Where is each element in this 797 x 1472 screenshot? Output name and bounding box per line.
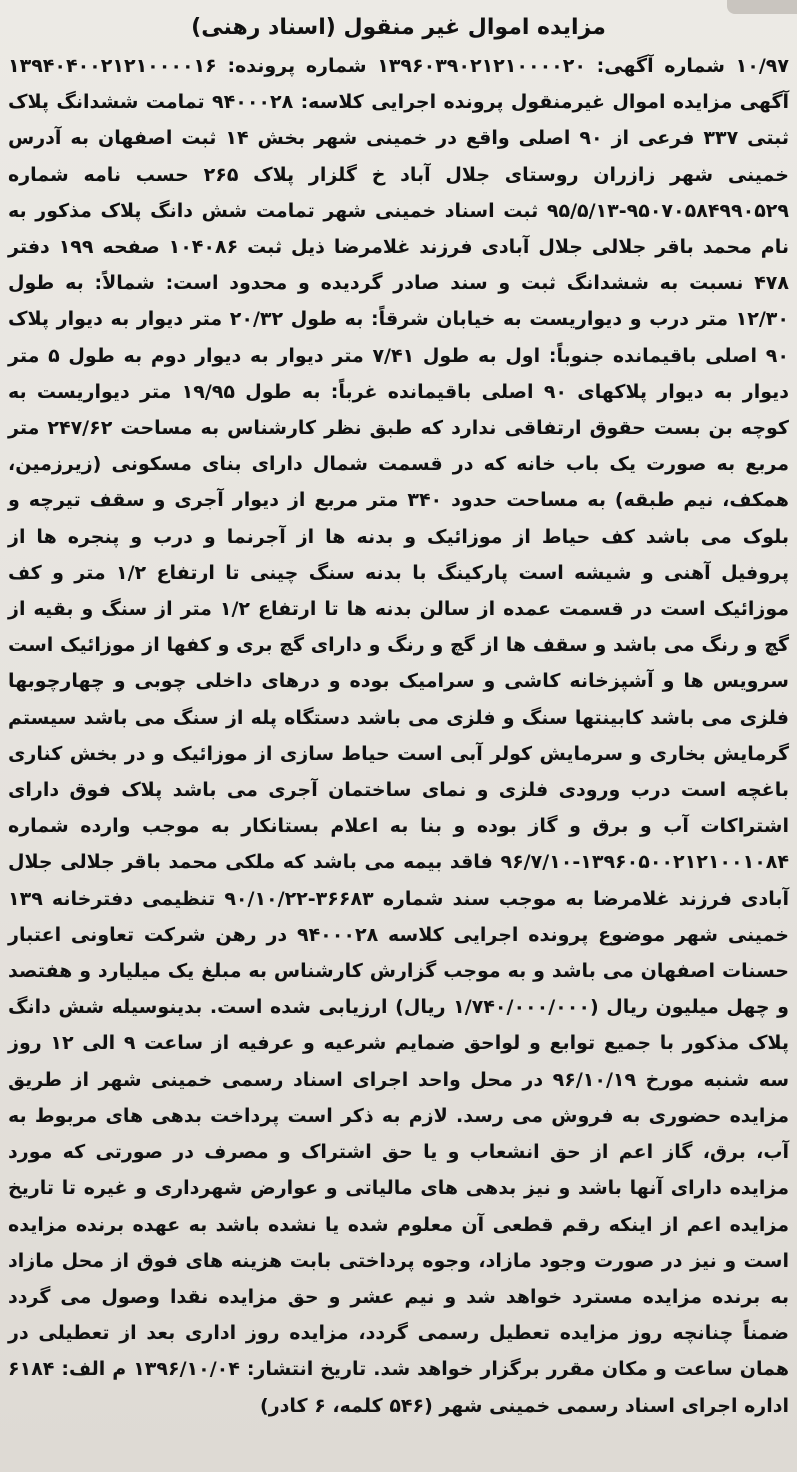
- notice-title: مزایده اموال غیر منقول (اسناد رهنی): [191, 15, 606, 40]
- notice-body: ۱۰/۹۷ شماره آگهی: ۱۳۹۶۰۳۹۰۲۱۲۱۰۰۰۰۲۰ شماره پرونده: ۱۳۹۴۰۴۰۰۲۱۲۱۰۰۰۰۱۶ آگهی مزایده اموال غیرمنقول پرونده اجرایی کلاسه: ۹۴۰۰۰۲۸ تمامت ششدانگ پلاک ثبتی ۳۳۷ فرعی از ۹۰ اصلی واقع در خمینی شهر بخش ۱۴ ثبت اصفهان به آدرس خمینی شهر زازران روستای جلال آباد خ گلزار پلاک ۲۶۵ حسب نامه شماره ۹۵۰۷۰۵۸۴۹۹۰۵۲۹-۹۵/۵/۱۳ ثبت اسناد خمینی شهر تمامت شش دانگ پلاک مذکور به نام محمد باقر جلالی جلال آبادی فرزند غلامرضا ذیل ثبت ۱۰۴۰۸۶ صفحه ۱۹۹ دفتر ۴۷۸ نسبت به ششدانگ ثبت و سند صادر گردیده و محدود است: شمالاً: به طول ۱۲/۳۰ متر درب و دیواریست به خیابان شرقاً: به طول ۲۰/۳۲ متر دیوار به دیوار پلاک ۹۰ اصلی باقیمانده جنوباً: اول به طول ۷/۴۱ متر دیوار به دیوار دوم به طول ۵ متر دیوار به دیوار پلاکهای ۹۰ اصلی باقیمانده غرباً: به طول ۱۹/۹۵ متر دیواریست به کوچه بن بست حقوق ارتفاقی ندارد که طبق نظر کارشناس به مساحت ۲۴۷/۶۲ متر مربع به صورت یک باب خانه که در قسمت شمال دارای بنای مسکونی (زیرزمین، همکف، نیم طبقه) به مساحت حدود ۳۴۰ متر مربع از دیوار آجری و سقف تیرچه و بلوک می باشد کف حیاط از موزائیک و بدنه ها از آجرنما و درب و پنجره ها از پروفیل آهنی و شیشه است پارکینگ با بدنه سنگ چینی تا ارتفاع ۱/۲ متر و کف موزائیک است در قسمت عمده از سالن بدنه ها تا ارتفاع ۱/۲ متر از سنگ و بقیه از گچ و رنگ می باشد و سقف ها از گچ و رنگ و دارای گچ بری و کفها از موزائیک است سرویس ها و آشپزخانه کاشی و سرامیک بوده و درهای داخلی چوبی و چهارچوبها فلزی می باشد کابینتها سنگ و فلزی می باشد دستگاه پله از سنگ می باشد سیستم گرمایش بخاری و سرمایش کولر آبی است حیاط سازی از موزائیک و در بخش کناری باغچه است درب ورودی فلزی و نمای ساختمان آجری می باشد پلاک فوق دارای اشتراکات آب و برق و گاز بوده و بنا به اعلام بستانکار به موجب وارده شماره ۱۳۹۶۰۵۰۰۲۱۲۱۰۰۱۰۸۴-۹۶/۷/۱۰ فاقد بیمه می باشد که ملکی محمد باقر جلالی جلال آبادی فرزند غلامرضا به موجب سند شماره ۳۶۶۸۳-۹۰/۱۰/۲۲ تنظیمی دفترخانه ۱۳۹ خمینی شهر موضوع پرونده اجرایی کلاسه ۹۴۰۰۰۲۸ در رهن شرکت تعاونی اعتبار حسنات اصفهان می باشد و به موجب گزارش کارشناس به مبلغ یک میلیارد و هفتصد و چهل میلیون ریال (۱/۷۴۰/۰۰۰/۰۰۰ ریال) ارزیابی شده است. بدینوسیله شش دانگ پلاک مذکور با جمیع توابع و لواحق ضمایم شرعیه و عرفیه از ساعت ۹ الی ۱۲ روز سه شنبه مورخ ۹۶/۱۰/۱۹ در محل واحد اجرای اسناد رسمی خمینی شهر از طریق مزایده حضوری به فروش می رسد. لازم به ذکر است پرداخت بدهی های مربوط به آب، برق، گاز اعم از حق انشعاب و یا حق اشتراک و مصرف در صورتی که مورد مزایده دارای آنها باشد و نیز بدهی های مالیاتی و عوارض شهرداری و غیره تا تاریخ مزایده اعم از اینکه رقم قطعی آن معلوم شده یا نشده باشد به عهده برنده مزایده است و نیز در صورت وجود مازاد، وجوه پرداختی بابت هزینه های فوق از محل مازاد به برنده مزایده مسترد خواهد شد و نیم عشر و حق مزایده نقدا وصول می گردد ضمناً چنانچه روز مزایده تعطیل رسمی گردد، مزایده روز اداری بعد از تعطیلی در همان ساعت و مکان مقرر برگزار خواهد شد. تاریخ انتشار: ۱۳۹۶/۱۰/۰۴ م الف: ۶۱۸۴ اداره اجرای اسناد رسمی خمینی شهر (۵۴۶ کلمه، ۶ کادر): [8, 55, 790, 1417]
- auction-notice: [8, 8, 789, 1424]
